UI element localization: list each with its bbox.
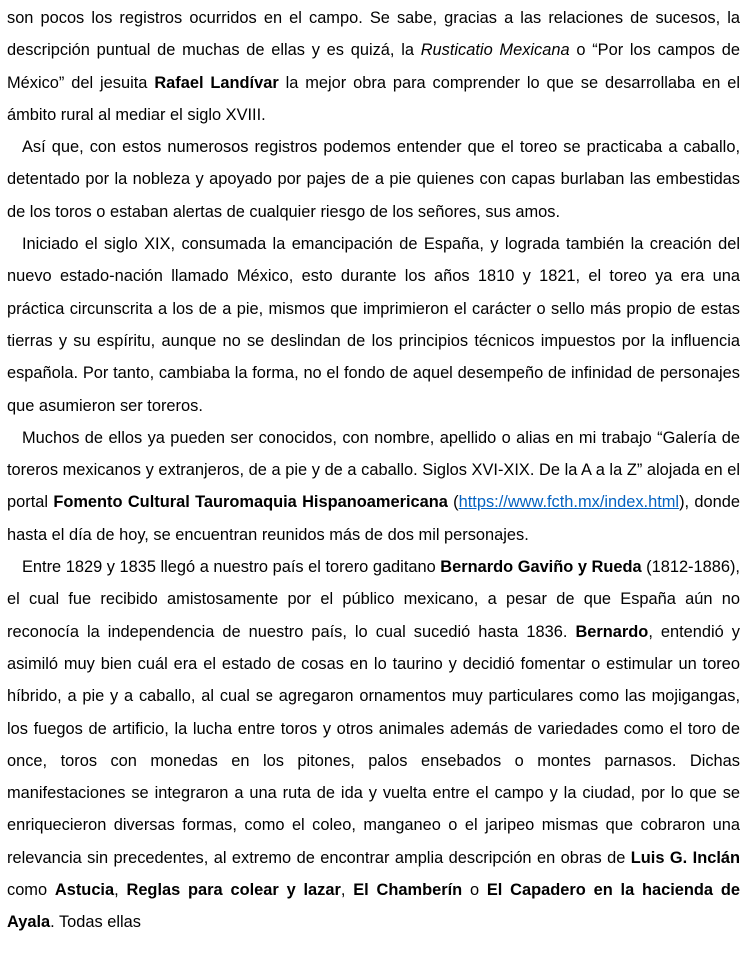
text-run: , — [340, 881, 354, 900]
text-run: Así que, con estos numerosos registros podemos entender que el toreo se practicaba a caballo, detentado por la nobleza y apoyado por pajes de a pie quienes con capas burlaban las embestidas de los toros o estaban alertas de cualquier riesgo de los señores, sus amos. — [7, 138, 740, 221]
text-run: son pocos los registros ocurridos en el campo. Se sabe, gracias a las relaciones de sucesos, la descripción puntual de muchas de ellas y es quizá, la — [7, 9, 740, 60]
paragraph-4 — [7, 422, 740, 551]
text-run: ), donde hasta el día de hoy, se encuentran reunidos más de dos mil personajes. — [7, 493, 740, 544]
paragraph-2 — [7, 131, 740, 228]
bold-text: Reglas para colear y lazar — [126, 881, 341, 900]
paragraph-3 — [7, 228, 740, 422]
bold-text: El Capadero en la hacienda de Ayala — [7, 881, 740, 932]
text-run: ( — [447, 493, 459, 512]
italic-title: Rusticatio Mexicana — [420, 41, 570, 60]
url-link[interactable]: https://www.fcth.mx/index.html — [458, 493, 680, 512]
bold-text: Luis G. Inclán — [630, 848, 740, 867]
bold-text: Bernardo Gaviño y Rueda — [440, 558, 642, 577]
bold-text: Astucia — [54, 881, 115, 900]
bold-text: El Chamberín — [353, 881, 463, 900]
paragraph-5 — [7, 551, 740, 939]
text-run: Muchos de ellos ya pueden ser conocidos, con nombre, apellido o alias en mi trabajo “Galería de toreros mexicanos y extranjeros, de a pie y de a caballo. Siglos XVI-XIX. De la A a la Z” alojada en el portal — [7, 428, 740, 512]
text-run: (1812-1886), el cual fue recibido amistosamente por el público mexicano, a pesar de que España aún no reconocía la independencia de nuestro país, lo cual sucedió hasta 1836. — [7, 558, 740, 641]
bold-text: Rafael Landívar — [154, 73, 279, 92]
text-run: , — [114, 881, 127, 900]
text-run: Iniciado el siglo XIX, consumada la emancipación de España, y lograda también la creación del nuevo estado-nación llamado México, esto durante los años 1810 y 1821, el toreo ya era una práctica circunscrita a los de a pie, mismos que imprimieron el carácter o sello más propio de estas tierras y su espíritu, aunque no se deslindan de los principios técnicos impuestos por la influencia española. Por tanto, cambiaba la forma, no el fondo de aquel desempeño de infinidad de personajes que asumieron ser toreros. — [7, 235, 740, 415]
text-run: , entendió y asimiló muy bien cuál era el estado de cosas en lo taurino y decidió fomentar o estimular un toreo híbrido, a pie y a caballo, al cual se agregaron ornamentos muy particulares como las mojigangas, los fuegos de artificio, la lucha entre toros y otros animales además de variedades como el toro de once, toros con monedas en los pitones, palos ensebados o montes parnasos. Dichas manifestaciones se integraron a una ruta de ida y vuelta entre el campo y la ciudad, por lo que se enriquecieron diversas formas, como el coleo, manganeo o el jaripeo mismas que cobraron una relevancia sin precedentes, al extremo de encontrar amplia descripción en obras de — [7, 622, 741, 867]
text-run: . Todas ellas — [50, 913, 141, 932]
text-run: o — [462, 881, 487, 900]
text-run: como — [7, 881, 55, 900]
bold-text: Bernardo — [575, 622, 649, 641]
text-run: Entre 1829 y 1835 llegó a nuestro país el torero gaditano — [22, 558, 441, 577]
text-run: o “Por los campos de México” del jesuita — [7, 41, 740, 92]
bold-text: Fomento Cultural Tauromaquia Hispanoamericana — [53, 493, 448, 512]
text-run: la mejor obra para comprender lo que se desarrollaba en el ámbito rural al mediar el siglo XVIII. — [7, 73, 740, 124]
paragraph-1 — [7, 2, 740, 131]
